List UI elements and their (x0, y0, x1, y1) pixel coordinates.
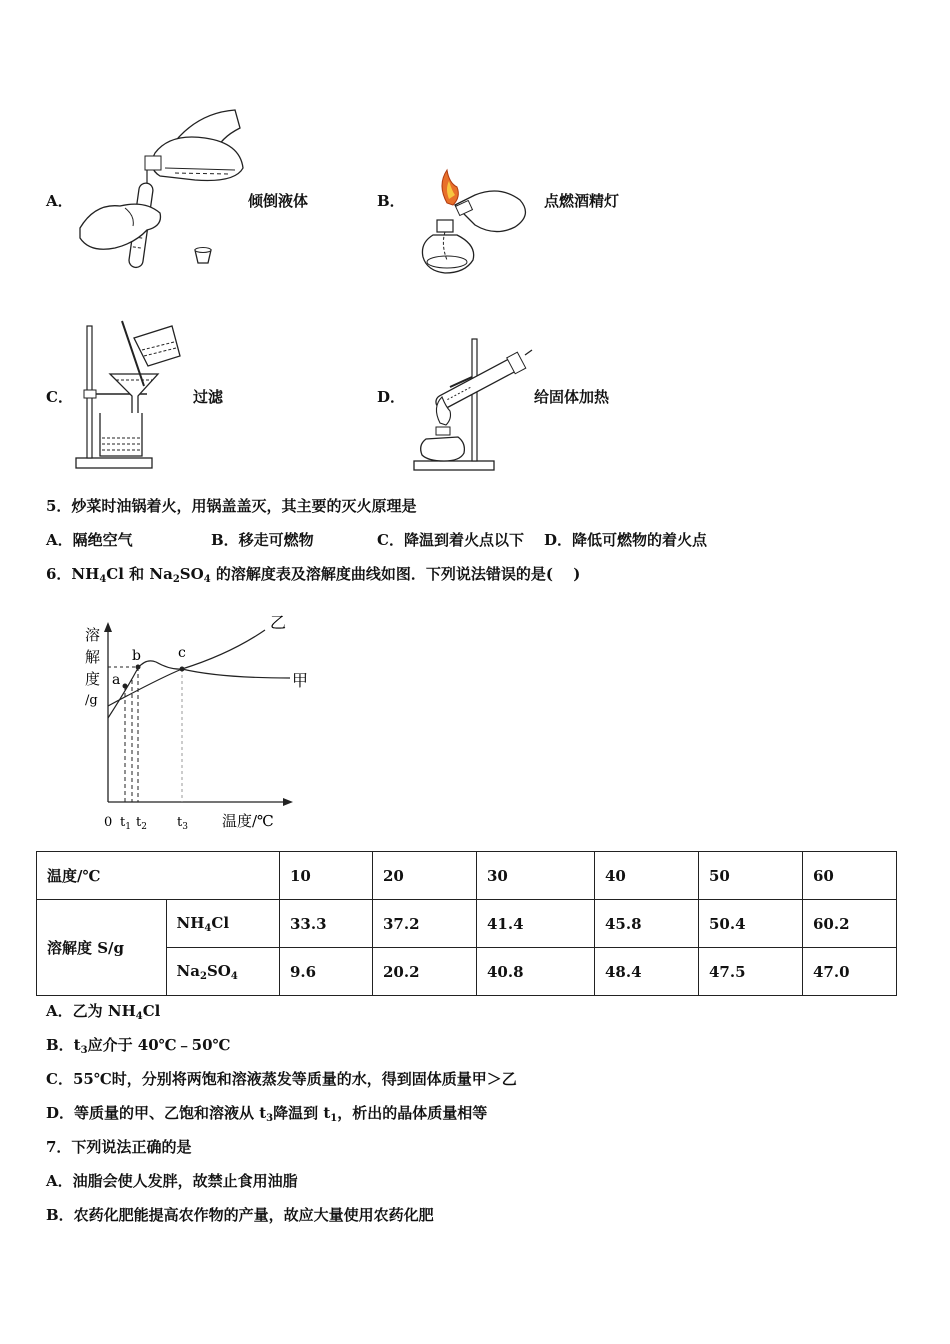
table-header-row (37, 852, 897, 900)
table-cell: 40.8 (477, 948, 595, 996)
question-5-option-c: C．降温到着火点以下 (377, 531, 524, 549)
question-5-option-b: B．移走可燃物 (211, 531, 314, 549)
solubility-table (36, 851, 897, 996)
table-row (37, 948, 897, 996)
pouring-liquid-illustration (75, 108, 250, 278)
table-cell: 47.5 (699, 948, 803, 996)
tick-t3: $t_3$ (177, 815, 188, 832)
question-6-option-c: C．55℃时，分别将两饱和溶液蒸发等质量的水，得到固体质量甲＞乙 (46, 1070, 517, 1088)
option-a-caption: 倾倒液体 (248, 192, 309, 210)
table-group-label: 溶解度 S/g (37, 900, 167, 996)
table-header-label: 温度/℃ (37, 852, 280, 900)
point-a (123, 684, 128, 689)
table-cell: 33.3 (280, 900, 373, 948)
point-c (180, 667, 185, 672)
point-b (136, 665, 141, 670)
question-7-option-a: A．油脂会使人发胖，故禁止食用油脂 (46, 1172, 298, 1190)
table-cell: 47.0 (803, 948, 897, 996)
lighting-alcohol-lamp-illustration (405, 165, 540, 280)
table-row (37, 900, 897, 948)
y-axis-label-1: 溶 (85, 626, 101, 644)
point-c-label: c (178, 645, 186, 661)
question-6-option-a: A．乙为 $NH_4Cl$ (46, 1002, 161, 1022)
question-7-stem: 7．下列说法正确的是 (46, 1138, 192, 1156)
table-cell: 41.4 (477, 900, 595, 948)
table-cell: 50.4 (699, 900, 803, 948)
question-7-option-b: B．农药化肥能提高农作物的产量，故应大量使用农药化肥 (46, 1206, 434, 1224)
tick-t1: $t_1$ (120, 815, 131, 832)
table-temp: 50 (699, 852, 803, 900)
option-b-label: B． (377, 192, 405, 210)
table-temp: 40 (595, 852, 699, 900)
curve-jia-label: 甲 (292, 671, 309, 690)
table-cell: 9.6 (280, 948, 373, 996)
question-5-stem: 5．炒菜时油锅着火，用锅盖盖灭，其主要的灭火原理是 (46, 497, 417, 515)
option-d-label: D． (377, 388, 406, 406)
table-temp: 10 (280, 852, 373, 900)
option-a-label: A． (46, 192, 73, 210)
question-6-option-b: B．$t_3$应介于 40℃﹣50℃ (46, 1036, 231, 1056)
table-temp: 30 (477, 852, 595, 900)
table-cell: 60.2 (803, 900, 897, 948)
y-axis-label-3: 度 (85, 670, 101, 688)
option-d-caption: 给固体加热 (534, 388, 610, 406)
y-axis-label-4: /g (85, 693, 98, 708)
option-c-label: C． (46, 388, 73, 406)
option-c-caption: 过滤 (193, 388, 224, 406)
question-5-option-d: D．降低可燃物的着火点 (544, 531, 708, 549)
table-row-name: $NH_4Cl$ (166, 900, 279, 948)
table-cell: 20.2 (373, 948, 477, 996)
table-cell: 37.2 (373, 900, 477, 948)
heating-solid-illustration (410, 335, 535, 473)
table-temp: 60 (803, 852, 897, 900)
tick-t2: $t_2$ (136, 815, 147, 832)
solubility-curve-chart (70, 600, 330, 840)
point-b-label: b (132, 648, 141, 664)
table-temp: 20 (373, 852, 477, 900)
tick-0: 0 (104, 815, 113, 830)
curve-yi-label: 乙 (270, 613, 287, 632)
table-cell: 48.4 (595, 948, 699, 996)
question-5-option-a: A．隔绝空气 (46, 531, 133, 549)
table-row-name: $Na_2SO_4$ (166, 948, 279, 996)
question-6-option-d: D．等质量的甲、乙饱和溶液从 $t_3$降温到 $t_1$，析出的晶体质量相等 (46, 1104, 488, 1124)
curve-jia (108, 661, 290, 718)
y-axis-label-2: 解 (85, 648, 101, 666)
option-b-caption: 点燃酒精灯 (544, 192, 620, 210)
point-a-label: a (112, 672, 121, 688)
filtration-illustration (72, 318, 192, 473)
x-axis-label: 温度/℃ (222, 812, 274, 830)
question-6-stem: 6．$NH_4Cl$ 和 $Na_2SO_4$ 的溶解度表及溶解度曲线如图．下列说法错误的是( ) (46, 565, 581, 585)
table-cell: 45.8 (595, 900, 699, 948)
